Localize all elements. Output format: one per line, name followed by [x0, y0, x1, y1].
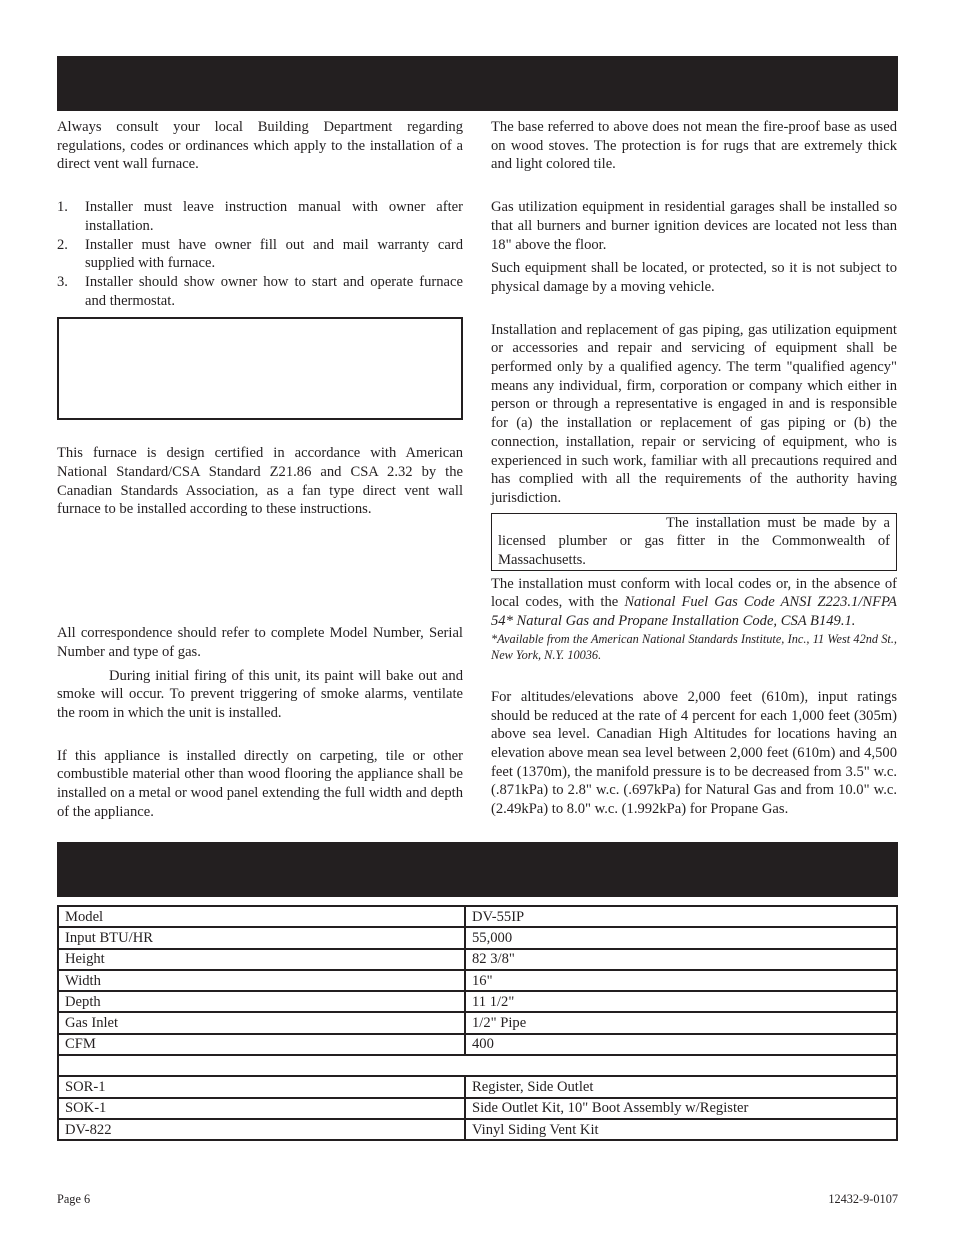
list-item: 2. Installer must have owner fill out and mail warranty card supplied with furnace. — [57, 236, 463, 272]
altitude-paragraph: For altitudes/elevations above 2,000 feet (610m), input ratings should be reduced at the rate of 4 percent for each 1,000 feet (305m) above sea level. Canadian High Altitudes for locations having an elevation above mean sea level between 2,000 feet (610m) and 4,500 feet (1370m), the manifold pressure is to be decreased from 3.5" w.c. (.871kPa) to 2.8" w.c. (.697kPa) for Natural Gas and from 10.0" w.c. (2.49kPa) to 8.0" w.c. (1.992kPa) for Propane Gas. — [491, 688, 897, 818]
massachusetts-text: The installation must be made by a licensed plumber or gas fitter in the Commonwealth of Massachusetts. — [498, 514, 890, 569]
table-row: Width 16" — [58, 970, 897, 991]
notice-box — [57, 317, 463, 420]
codes-paragraph: The installation must conform with local codes or, in the absence of local codes, with the National Fuel Gas Code ANSI Z223.1/NFPA 54* Natural Gas and Propane Installation Code, CSA B149.1. — [491, 575, 897, 630]
ansi-footnote: *Available from the American National Standards Institute, Inc., 11 West 42nd St., New York, N.Y. 10036. — [491, 631, 897, 663]
document-code: 12432-9-0107 — [828, 1192, 898, 1206]
consult-paragraph: Always consult your local Building Department regarding regulations, codes or ordinances which apply to the installation of a direct vent wall furnace. — [57, 119, 463, 173]
page-number: Page 6 — [57, 1192, 91, 1206]
table-row: CFM 400 — [58, 1034, 897, 1055]
specifications-table — [57, 905, 898, 1141]
installer-list — [57, 198, 463, 310]
table-row: SOK-1 Side Outlet Kit, 10" Boot Assembly w/Register — [58, 1098, 897, 1119]
carpeting-paragraph: If this appliance is installed directly on carpeting, tile or other combustible material other than wood flooring the appliance shall be installed on a metal or wood panel extending the full width and depth of the appliance. — [57, 747, 463, 820]
massachusetts-box — [491, 513, 897, 571]
left-column — [57, 118, 463, 821]
garages-paragraph: Gas utilization equipment in residential garages shall be installed so that all burners and burner ignition devices are located not less than 18" above the floor. — [491, 199, 897, 253]
initial-firing-paragraph: During initial firing of this unit, its paint will bake out and smoke will occur. To prevent triggering of smoke alarms, ventilate the room in which the unit is installed. — [57, 667, 463, 721]
right-column — [491, 118, 897, 819]
table-row: Model DV-55IP — [58, 906, 897, 927]
qualified-agency-paragraph: Installation and replacement of gas piping, gas utilization equipment or accessories and repair and servicing of equipment shall be performed only by a qualified agency. The term "qualified agency" means any individual, firm, corporation or company which either in person or through a representative is engaged in and is responsible for (a) the installation or replacement of gas piping or (b) the connection, installation, repair or servicing of equipment, who is experienced in such work, familiar with all precautions required and has complied with all the requirements of the authority having jurisdiction. — [491, 321, 897, 506]
table-row: Height 82 3/8" — [58, 949, 897, 970]
base-paragraph: The base referred to above does not mean the fire-proof base as used on wood stoves. The protection is for rugs that are extremely thick and light colored tile. — [491, 119, 897, 173]
correspondence-paragraph: All correspondence should refer to complete Model Number, Serial Number and type of gas. — [57, 625, 463, 660]
table-row: SOR-1 Register, Side Outlet — [58, 1076, 897, 1097]
section-header-bar-specs — [57, 842, 898, 897]
table-row: DV-822 Vinyl Siding Vent Kit — [58, 1119, 897, 1140]
certification-paragraph: This furnace is design certified in accordance with American National Standard/CSA Standard Z21.86 and CSA 2.32 by the Canadian Standards Association, as a fan type direct vent wall furnace to be installed according to these instructions. — [57, 445, 463, 518]
vehicle-paragraph: Such equipment shall be located, or protected, so it is not subject to physical damage by a moving vehicle. — [491, 260, 897, 295]
list-item: 3. Installer should show owner how to start and operate furnace and thermostat. — [57, 273, 463, 309]
section-header-bar-top — [57, 56, 898, 111]
list-item: 1. Installer must leave instruction manual with owner after installation. — [57, 199, 463, 234]
table-row: Input BTU/HR 55,000 — [58, 927, 897, 948]
table-row: Depth 11 1/2" — [58, 991, 897, 1012]
accessories-header-row — [58, 1055, 897, 1076]
table-row: Gas Inlet 1/2" Pipe — [58, 1012, 897, 1033]
